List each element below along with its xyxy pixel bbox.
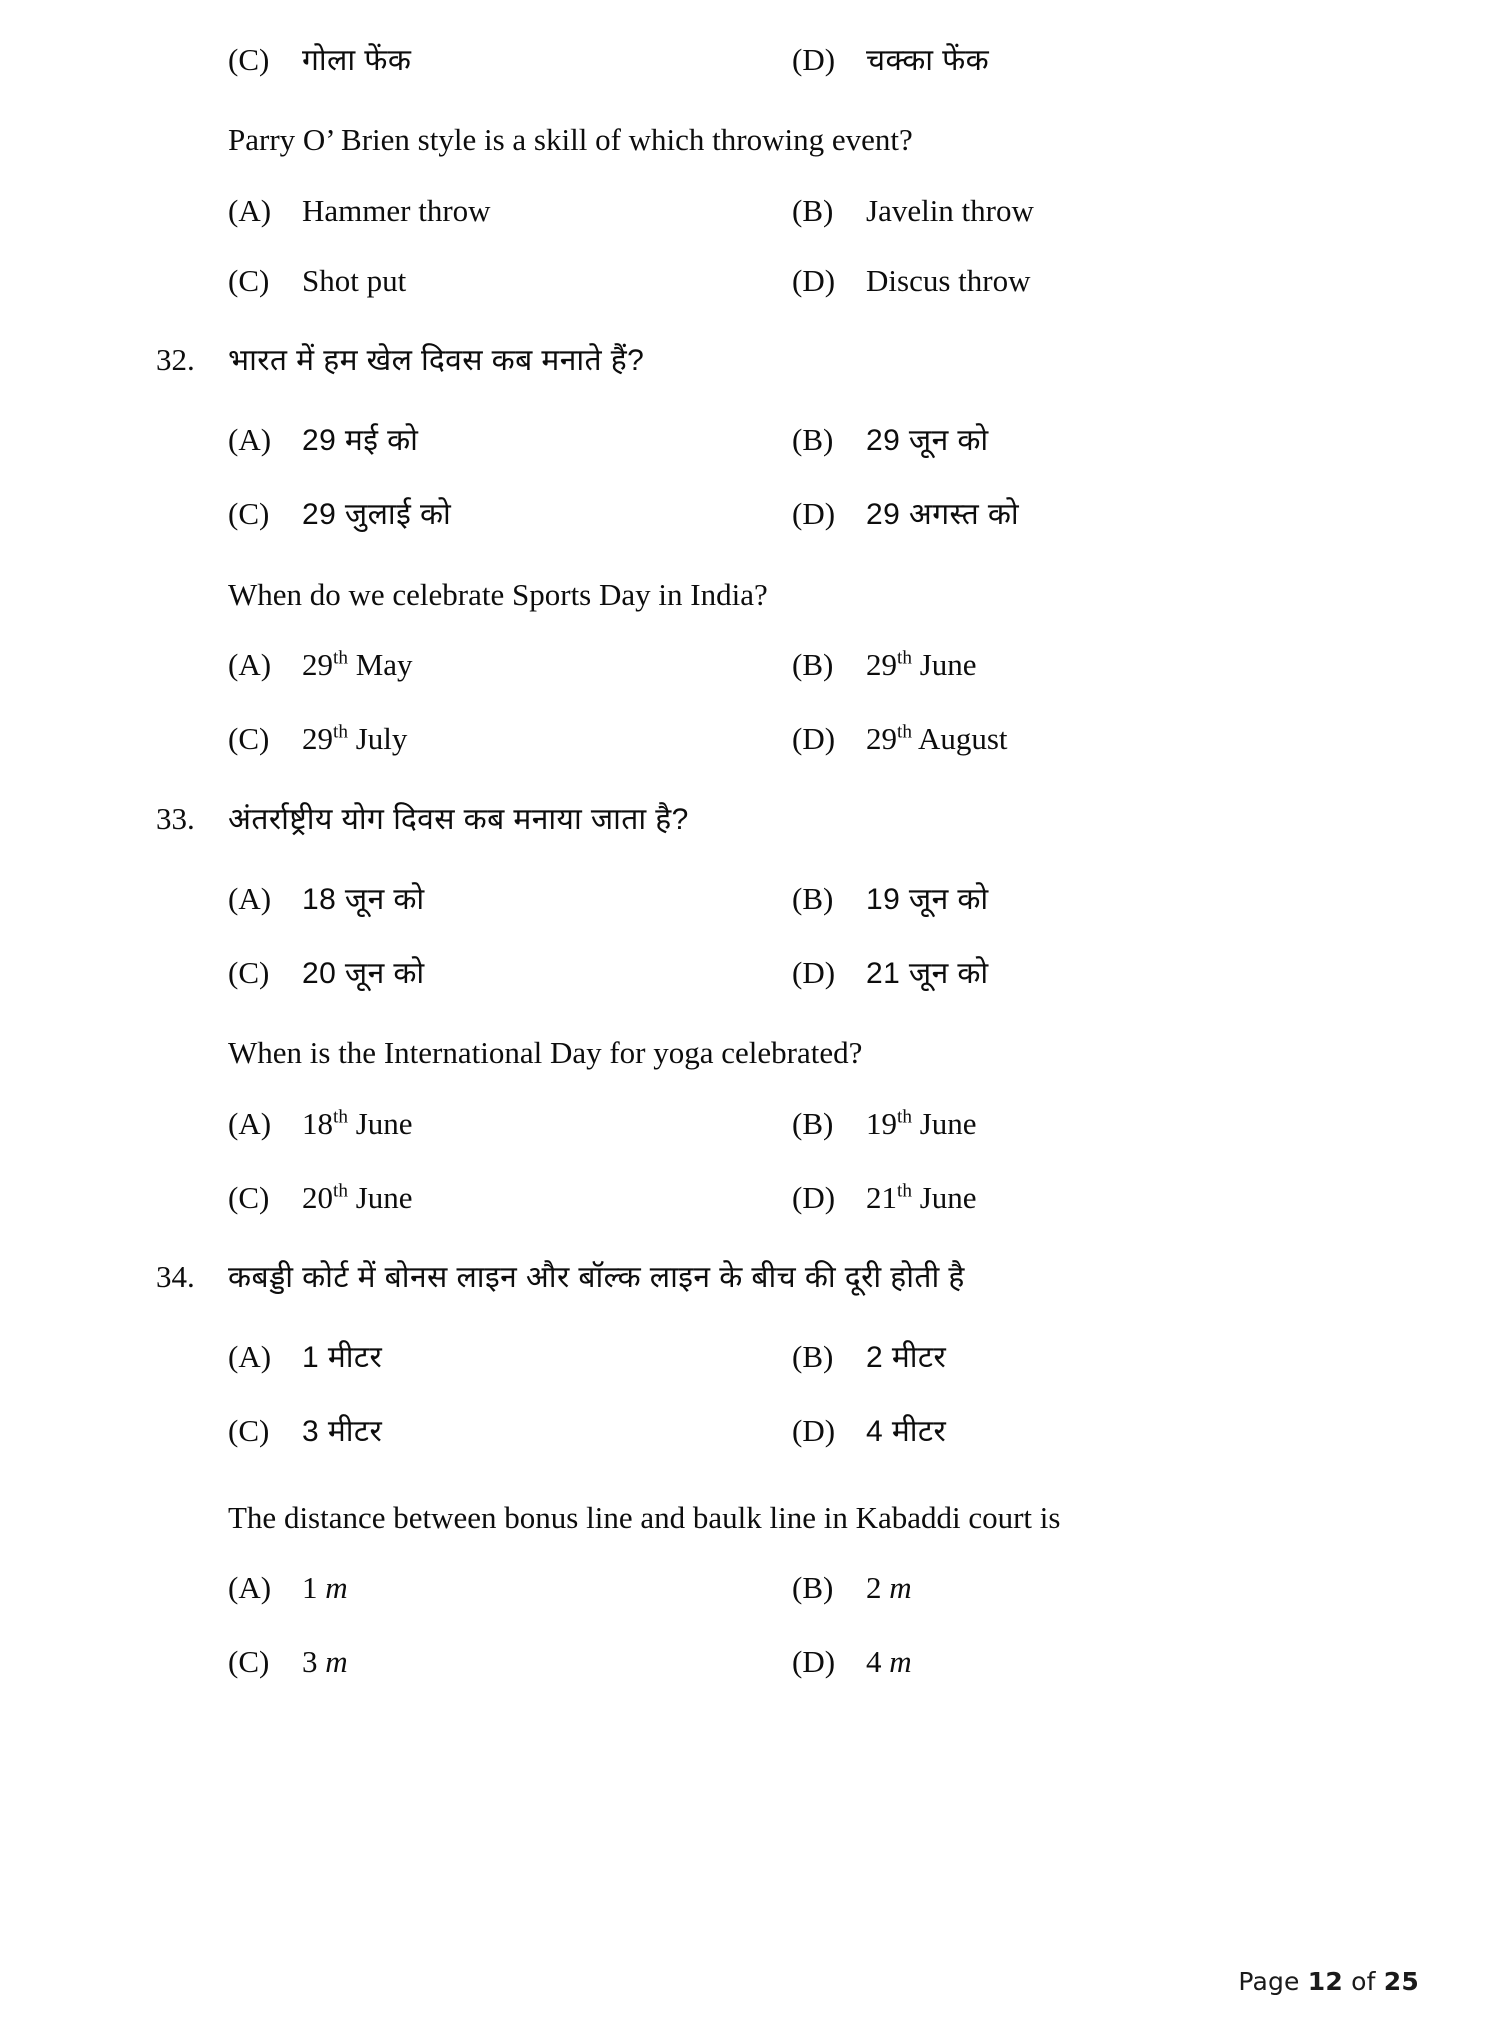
option-c[interactable] — [228, 1411, 784, 1451]
option-d[interactable] — [784, 40, 1340, 80]
option-c[interactable] — [228, 1178, 784, 1218]
option-b[interactable] — [784, 191, 1340, 231]
option-label: 21th June — [866, 1179, 977, 1215]
page-footer — [1238, 1967, 1419, 1996]
option-c[interactable] — [228, 261, 784, 301]
option-row — [228, 494, 1340, 534]
option-label: 21 जून को — [866, 956, 989, 990]
option-label: 29 जून को — [866, 424, 989, 458]
option-label: Shot put — [302, 262, 407, 298]
option-row — [228, 420, 1340, 460]
question-stem-hindi: अंतर्राष्ट्रीय योग दिवस कब मनाया जाता है? — [228, 802, 689, 836]
option-label: 19 जून को — [866, 882, 989, 916]
option-a[interactable] — [228, 1568, 784, 1608]
option-label: Javelin throw — [866, 192, 1034, 228]
ordinal-suffix: th — [333, 1180, 348, 1202]
option-key: (B) — [792, 1105, 834, 1141]
question-number: 33. — [156, 800, 195, 836]
option-d[interactable] — [784, 261, 1340, 301]
question-stem-hindi: कबड्डी कोर्ट में बोनस लाइन और बॉल्क लाइन के बीच की दूरी होती है — [228, 1261, 965, 1295]
option-a[interactable] — [228, 191, 784, 231]
option-label: 2 m — [866, 1570, 912, 1606]
option-key: (C) — [228, 1644, 270, 1680]
option-row — [228, 953, 1340, 993]
option-d[interactable] — [784, 719, 1340, 759]
option-row — [228, 1642, 1340, 1682]
option-b[interactable] — [784, 1104, 1340, 1144]
ordinal-suffix: th — [333, 647, 348, 669]
option-label: 20th June — [302, 1179, 413, 1215]
option-label: 29 मई को — [302, 424, 419, 458]
option-key: (A) — [228, 1105, 272, 1141]
option-key: (B) — [792, 422, 834, 458]
option-d[interactable] — [784, 1178, 1340, 1218]
question-number: 34. — [156, 1259, 195, 1295]
ordinal-suffix: th — [897, 1180, 912, 1202]
option-key: (D) — [792, 954, 836, 990]
option-a[interactable] — [228, 1337, 784, 1377]
option-label: 29th June — [866, 647, 977, 683]
option-label: 3 m — [302, 1644, 348, 1680]
option-d[interactable] — [784, 953, 1340, 993]
option-key: (A) — [228, 1339, 272, 1375]
question-block-33 — [150, 800, 1340, 1218]
option-label: 2 मीटर — [866, 1341, 947, 1375]
option-label: 1 मीटर — [302, 1341, 383, 1375]
question-block-partial — [150, 40, 1340, 301]
option-a[interactable] — [228, 645, 784, 685]
unit-label: m — [325, 1644, 348, 1680]
option-a[interactable] — [228, 1104, 784, 1144]
question-stem-line — [150, 1258, 1340, 1297]
option-label: 29th May — [302, 647, 413, 683]
option-key: (A) — [228, 880, 272, 916]
question-stem-english: When is the International Day for yoga celebrated? — [228, 1035, 863, 1071]
option-label: 4 मीटर — [866, 1415, 947, 1449]
question-stem-line — [150, 800, 1340, 839]
option-key: (B) — [792, 1570, 834, 1606]
ordinal-suffix: th — [333, 1106, 348, 1128]
question-stem-english: Parry O’ Brien style is a skill of which throwing event? — [228, 122, 913, 158]
option-row — [228, 1411, 1340, 1451]
option-key: (D) — [792, 1179, 836, 1215]
option-key: (A) — [228, 1570, 272, 1606]
option-label: 20 जून को — [302, 956, 425, 990]
option-label: 29 जुलाई को — [302, 498, 452, 532]
footer-prefix: Page — [1238, 1967, 1308, 1996]
option-label: Hammer throw — [302, 192, 491, 228]
option-b[interactable] — [784, 1337, 1340, 1377]
option-key: (D) — [792, 496, 836, 532]
option-label: 29th July — [302, 721, 408, 757]
question-stem-english: When do we celebrate Sports Day in India? — [228, 576, 768, 612]
question-stem-hindi: भारत में हम खेल दिवस कब मनाते हैं? — [228, 344, 645, 378]
option-key: (B) — [792, 192, 834, 228]
option-b[interactable] — [784, 1568, 1340, 1608]
option-key: (D) — [792, 42, 836, 77]
footer-current-page: 12 — [1307, 1967, 1343, 1996]
option-b[interactable] — [784, 420, 1340, 460]
option-row — [228, 40, 1340, 80]
option-label: 3 मीटर — [302, 1415, 383, 1449]
ordinal-suffix: th — [897, 1106, 912, 1128]
ordinal-suffix: th — [897, 722, 912, 744]
option-row — [228, 261, 1340, 301]
option-row — [228, 1568, 1340, 1608]
option-key: (D) — [792, 262, 836, 298]
option-key: (C) — [228, 954, 270, 990]
unit-label: m — [889, 1644, 912, 1680]
footer-total-pages: 25 — [1383, 1967, 1419, 1996]
option-row — [228, 1178, 1340, 1218]
option-c[interactable] — [228, 1642, 784, 1682]
option-key: (B) — [792, 1339, 834, 1375]
unit-label: m — [325, 1570, 348, 1606]
option-key: (D) — [792, 1413, 836, 1449]
option-key: (C) — [228, 496, 270, 532]
unit-label: m — [889, 1570, 912, 1606]
option-row — [228, 191, 1340, 231]
question-stem-line — [150, 341, 1340, 380]
option-c[interactable] — [228, 953, 784, 993]
option-a[interactable] — [228, 879, 784, 919]
option-row — [228, 1104, 1340, 1144]
option-label: 1 m — [302, 1570, 348, 1606]
option-a[interactable] — [228, 420, 784, 460]
option-row — [228, 645, 1340, 685]
option-row — [228, 1337, 1340, 1377]
question-content-area — [150, 0, 1340, 1683]
option-key: (D) — [792, 1644, 836, 1680]
option-key: (A) — [228, 647, 272, 683]
option-c[interactable] — [228, 494, 784, 534]
question-block-32 — [150, 341, 1340, 759]
option-key: (C) — [228, 262, 270, 298]
question-number: 32. — [156, 342, 195, 378]
option-label: 19th June — [866, 1105, 977, 1141]
option-c[interactable] — [228, 719, 784, 759]
option-row — [228, 719, 1340, 759]
option-key: (C) — [228, 1413, 270, 1449]
question-block-34 — [150, 1258, 1340, 1682]
option-d[interactable] — [784, 1642, 1340, 1682]
question-stem-english: The distance between bonus line and baulk line in Kabaddi court is — [228, 1499, 1061, 1535]
option-label: चक्का फेंक — [866, 44, 990, 77]
option-d[interactable] — [784, 494, 1340, 534]
ordinal-suffix: th — [897, 647, 912, 669]
footer-middle: of — [1343, 1967, 1384, 1996]
option-key: (C) — [228, 1179, 270, 1215]
option-label: गोला फेंक — [302, 44, 412, 77]
ordinal-suffix: th — [333, 722, 348, 744]
option-key: (A) — [228, 422, 272, 458]
option-label: 18th June — [302, 1105, 413, 1141]
option-row — [228, 879, 1340, 919]
option-key: (C) — [228, 721, 270, 757]
option-label: 29th August — [866, 721, 1008, 757]
option-key: (B) — [792, 647, 834, 683]
option-c[interactable] — [228, 40, 784, 80]
option-label: 18 जून को — [302, 882, 425, 916]
option-label: Discus throw — [866, 262, 1031, 298]
option-d[interactable] — [784, 1411, 1340, 1451]
option-key: (C) — [228, 42, 270, 77]
option-key: (A) — [228, 192, 272, 228]
option-b[interactable] — [784, 879, 1340, 919]
option-key: (D) — [792, 721, 836, 757]
option-key: (B) — [792, 880, 834, 916]
option-b[interactable] — [784, 645, 1340, 685]
option-label: 29 अगस्त को — [866, 498, 1020, 532]
option-label: 4 m — [866, 1644, 912, 1680]
